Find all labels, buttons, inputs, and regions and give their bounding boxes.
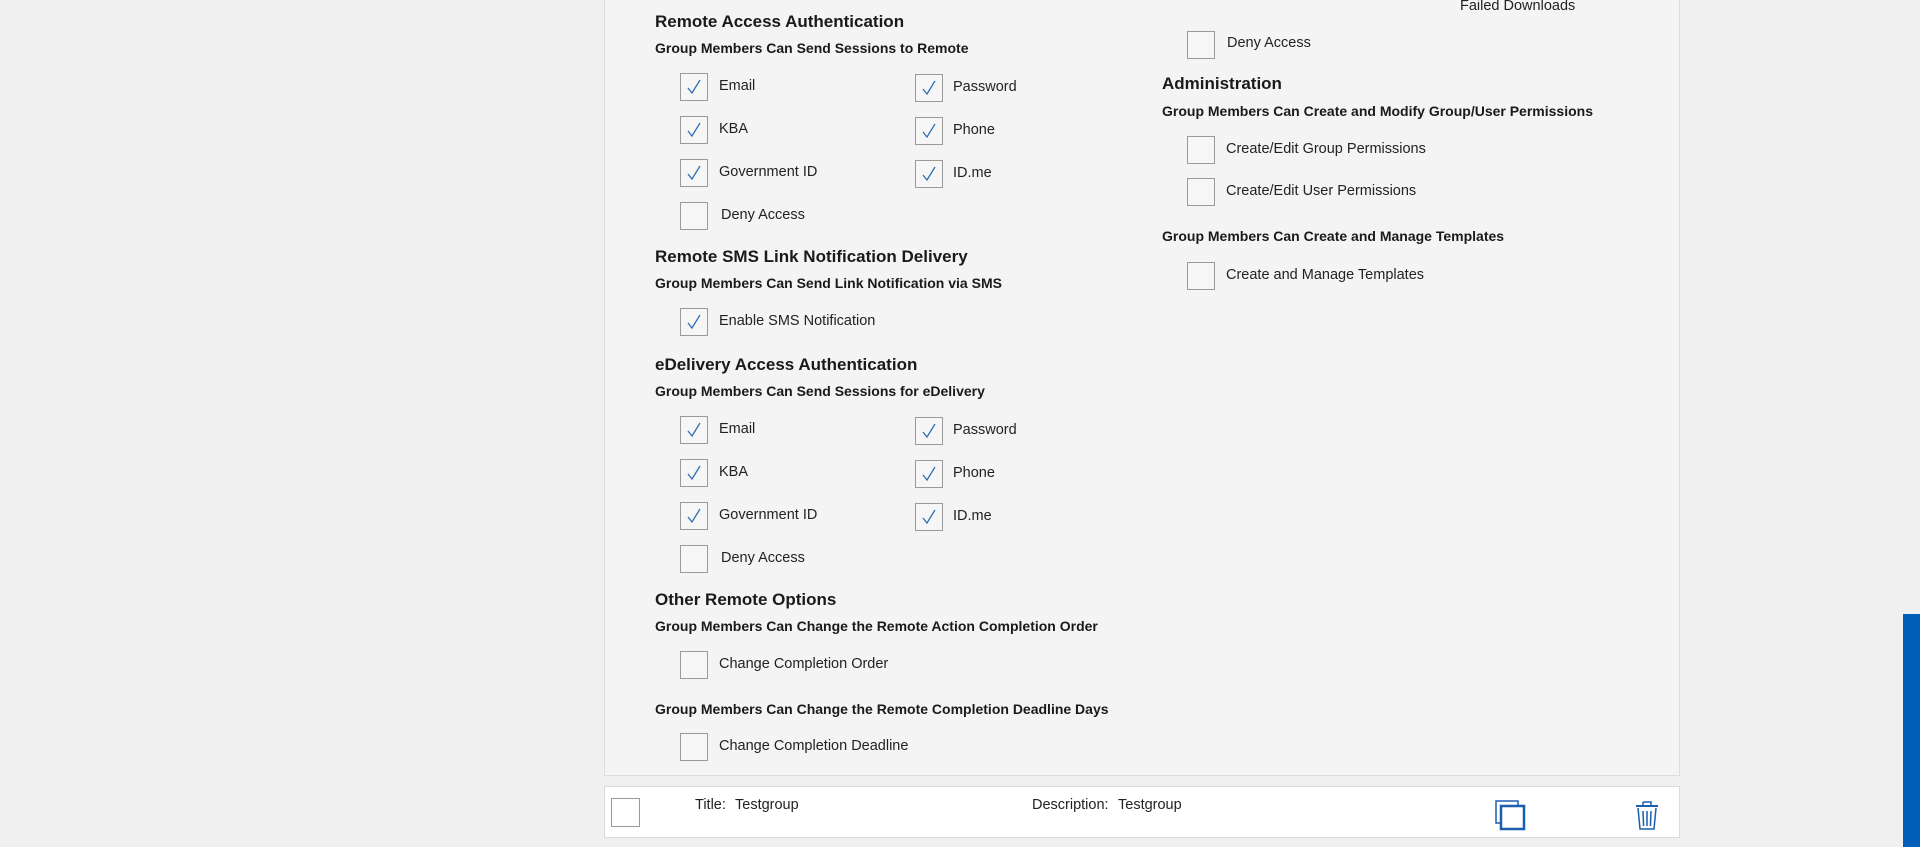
edelivery-deny-access-label: Deny Access [721, 550, 805, 566]
create-edit-group-permissions-label: Create/Edit Group Permissions [1226, 141, 1426, 157]
remote-email-label: Email [719, 78, 756, 94]
check-mark-icon [920, 122, 938, 140]
edelivery-subtitle: Group Members Can Send Sessions for eDelivery [655, 383, 985, 399]
remote-phone-checkbox[interactable] [915, 117, 943, 145]
create-manage-templates-checkbox[interactable] [1187, 262, 1215, 290]
remote-password-checkbox[interactable] [915, 74, 943, 102]
remote-idme-label: ID.me [953, 165, 992, 181]
remote-kba-checkbox[interactable] [680, 116, 708, 144]
change-completion-deadline-label: Change Completion Deadline [719, 738, 909, 754]
row-title-label: Title: [695, 797, 726, 813]
trash-icon[interactable] [1633, 799, 1661, 831]
edelivery-phone-label: Phone [953, 465, 995, 481]
check-mark-icon [685, 421, 703, 439]
other-options-title: Other Remote Options [655, 590, 837, 609]
edelivery-government-id-checkbox[interactable] [680, 502, 708, 530]
change-completion-deadline-checkbox[interactable] [680, 733, 708, 761]
deny-access-label-top: Deny Access [1227, 35, 1311, 51]
create-manage-templates-label: Create and Manage Templates [1226, 267, 1425, 283]
check-mark-icon [920, 422, 938, 440]
edelivery-email-label: Email [719, 421, 756, 437]
remote-kba-label: KBA [719, 121, 749, 137]
check-mark-icon [920, 508, 938, 526]
edelivery-password-label: Password [953, 422, 1017, 438]
check-mark-icon [685, 78, 703, 96]
remote-government-id-checkbox[interactable] [680, 159, 708, 187]
deny-access-checkbox-top[interactable] [1187, 31, 1215, 59]
edelivery-title: eDelivery Access Authentication [655, 355, 918, 374]
edelivery-phone-checkbox[interactable] [915, 460, 943, 488]
sms-subtitle: Group Members Can Send Link Notification via SMS [655, 275, 1002, 291]
copy-icon[interactable] [1494, 799, 1526, 831]
row-title-value: Testgroup [735, 797, 799, 813]
remote-password-label: Password [953, 79, 1017, 95]
create-edit-group-permissions-checkbox[interactable] [1187, 136, 1215, 164]
page-scrollbar-thumb[interactable] [1903, 614, 1920, 847]
check-mark-icon [920, 79, 938, 97]
check-mark-icon [685, 313, 703, 331]
edelivery-password-checkbox[interactable] [915, 417, 943, 445]
row-description-label: Description: [1032, 797, 1109, 813]
edelivery-email-checkbox[interactable] [680, 416, 708, 444]
edelivery-kba-checkbox[interactable] [680, 459, 708, 487]
edelivery-deny-access-checkbox[interactable] [680, 545, 708, 573]
edelivery-government-id-label: Government ID [719, 507, 818, 523]
enable-sms-checkbox[interactable] [680, 308, 708, 336]
remote-access-title: Remote Access Authentication [655, 12, 905, 31]
create-edit-user-permissions-label: Create/Edit User Permissions [1226, 183, 1417, 199]
remote-government-id-label: Government ID [719, 164, 818, 180]
completion-order-subtitle: Group Members Can Change the Remote Action Completion Order [655, 618, 1098, 634]
row-description-value: Testgroup [1118, 797, 1182, 813]
remote-email-checkbox[interactable] [680, 73, 708, 101]
edelivery-idme-label: ID.me [953, 508, 992, 524]
edelivery-kba-label: KBA [719, 464, 749, 480]
sms-title: Remote SMS Link Notification Delivery [655, 247, 968, 266]
check-mark-icon [685, 164, 703, 182]
administration-title: Administration [1162, 74, 1282, 93]
templates-subtitle: Group Members Can Create and Manage Templates [1162, 228, 1505, 244]
administration-subtitle: Group Members Can Create and Modify Group/User Permissions [1162, 103, 1593, 119]
remote-phone-label: Phone [953, 122, 995, 138]
failed-downloads-label: Failed Downloads [1460, 0, 1576, 14]
edelivery-idme-checkbox[interactable] [915, 503, 943, 531]
check-mark-icon [685, 121, 703, 139]
remote-access-subtitle: Group Members Can Send Sessions to Remote [655, 40, 969, 56]
row-select-checkbox[interactable] [611, 798, 640, 827]
check-mark-icon [920, 165, 938, 183]
remote-idme-checkbox[interactable] [915, 160, 943, 188]
check-mark-icon [920, 465, 938, 483]
enable-sms-label: Enable SMS Notification [719, 313, 876, 329]
change-completion-order-label: Change Completion Order [719, 656, 889, 672]
completion-deadline-subtitle: Group Members Can Change the Remote Completion Deadline Days [655, 701, 1109, 717]
remote-deny-access-label: Deny Access [721, 207, 805, 223]
create-edit-user-permissions-checkbox[interactable] [1187, 178, 1215, 206]
check-mark-icon [685, 464, 703, 482]
change-completion-order-checkbox[interactable] [680, 651, 708, 679]
check-mark-icon [685, 507, 703, 525]
remote-deny-access-checkbox[interactable] [680, 202, 708, 230]
